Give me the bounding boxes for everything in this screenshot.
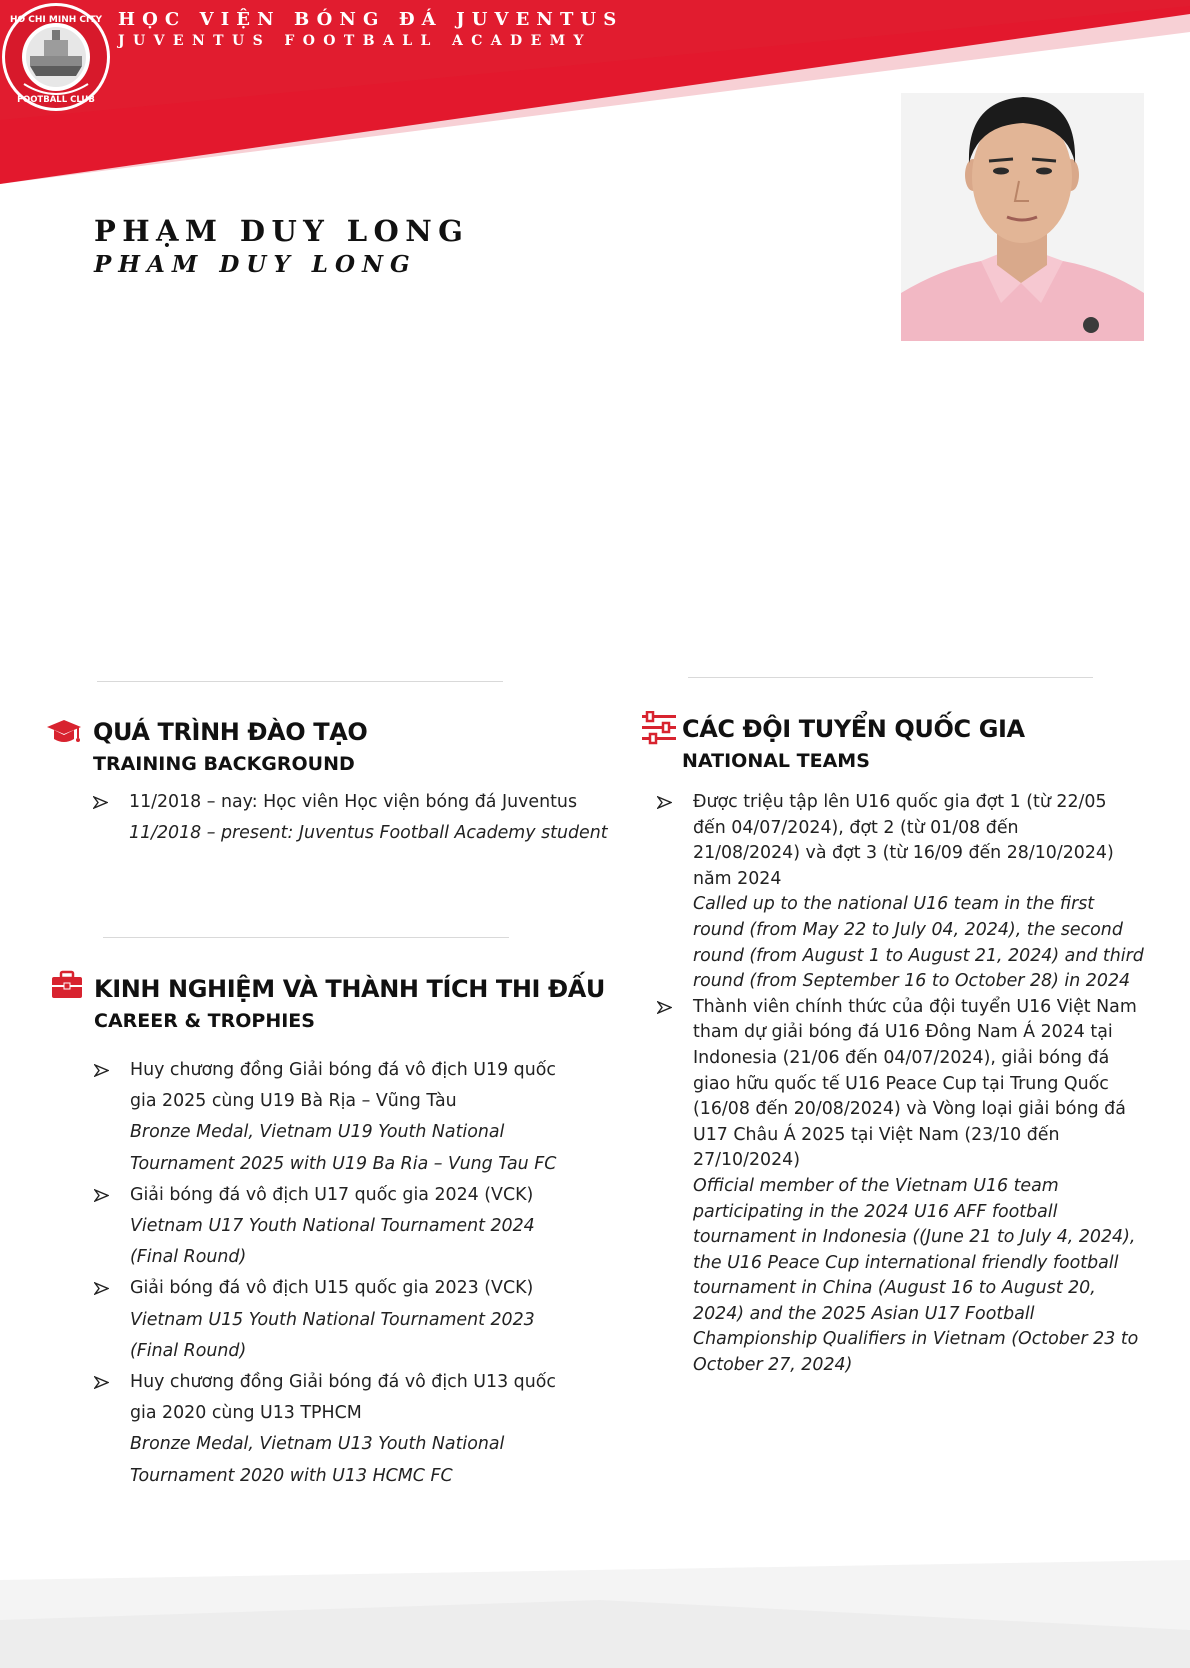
- list-item: [94, 1273, 614, 1367]
- item-text-vi: gia 2020 cùng U13 TPHCM: [130, 1403, 362, 1424]
- item-text-vi: tham dự giải bóng đá U16 Đông Nam Á 2024 tại: [693, 1022, 1113, 1043]
- training-list: [93, 787, 613, 849]
- graduation-cap-icon: [46, 717, 82, 747]
- list-item: [94, 1180, 614, 1274]
- list-item: [94, 1055, 614, 1180]
- item-text-vi: 27/10/2024): [693, 1150, 801, 1171]
- arrow-bullet-icon: [93, 796, 108, 809]
- training-subtitle: TRAINING BACKGROUND: [93, 753, 355, 775]
- item-text-vi: năm 2024: [693, 868, 782, 889]
- national-subtitle: NATIONAL TEAMS: [682, 750, 870, 772]
- item-text-vi: 11/2018 – nay: Học viên Học viện bóng đá Juventus: [129, 792, 578, 812]
- arrow-bullet-icon: [94, 1282, 109, 1295]
- item-text-vi: Được triệu tập lên U16 quốc gia đợt 1 (từ 22/05: [693, 792, 1107, 812]
- career-title: KINH NGHIỆM VÀ THÀNH TÍCH THI ĐẤU: [94, 975, 605, 1003]
- item-text-vi: đến 04/07/2024), đợt 2 (từ 01/08 đến: [693, 817, 1019, 838]
- item-text-vi: U17 Châu Á 2025 tại Việt Nam (23/10 đến: [693, 1124, 1060, 1145]
- list-item: [93, 787, 613, 849]
- national-title: CÁC ĐỘI TUYỂN QUỐC GIA: [682, 715, 1025, 743]
- item-text-vi: gia 2025 cùng U19 Bà Rịa – Vũng Tàu: [130, 1091, 457, 1112]
- item-text-en: Vietnam U17 Youth National Tournament 2024: [130, 1216, 535, 1237]
- item-text-en: Championship Qualifiers in Vietnam (October 23 to: [693, 1329, 1139, 1350]
- svg-text:HO CHI MINH CITY: HO CHI MINH CITY: [9, 15, 103, 25]
- arrow-bullet-icon: [657, 796, 672, 809]
- player-name-vi: PHẠM DUY LONG: [94, 214, 470, 248]
- item-text-vi: Huy chương đồng Giải bóng đá vô địch U13 quốc: [130, 1372, 556, 1393]
- item-text-en: tournament in China (August 16 to August 20,: [693, 1278, 1096, 1299]
- item-text-en: Called up to the national U16 team in the first: [693, 894, 1095, 915]
- svg-text:FOOTBALL CLUB: FOOTBALL CLUB: [17, 95, 95, 105]
- divider-national: [688, 677, 1093, 678]
- arrow-bullet-icon: [94, 1189, 109, 1202]
- item-text-vi: giao hữu quốc tế U16 Peace Cup tại Trung Quốc: [693, 1073, 1109, 1094]
- list-item: [657, 995, 1177, 1379]
- footer-band: [0, 1560, 1190, 1668]
- training-title: QUÁ TRÌNH ĐÀO TẠO: [93, 718, 368, 746]
- sliders-icon: [641, 711, 677, 745]
- list-item: [657, 790, 1177, 995]
- item-text-en: Tournament 2025 with U19 Ba Ria – Vung Tau FC: [130, 1153, 557, 1174]
- player-photo: [901, 93, 1144, 341]
- item-text-vi: Giải bóng đá vô địch U17 quốc gia 2024 (VCK): [130, 1184, 534, 1205]
- item-text-en: Bronze Medal, Vietnam U13 Youth National: [130, 1434, 505, 1455]
- item-text-en: (Final Round): [130, 1340, 247, 1361]
- item-text-en: Bronze Medal, Vietnam U19 Youth National: [130, 1122, 505, 1143]
- item-text-en: Official member of the Vietnam U16 team: [693, 1175, 1059, 1196]
- item-text-en: (Final Round): [130, 1247, 247, 1268]
- career-list: [94, 1055, 614, 1492]
- item-text-vi: Thành viên chính thức của đội tuyển U16 Việt Nam: [693, 996, 1137, 1017]
- item-text-en: 2024) and the 2025 Asian U17 Football: [693, 1303, 1035, 1324]
- item-text-en: the U16 Peace Cup international friendly football: [693, 1252, 1119, 1273]
- divider-career: [103, 937, 509, 938]
- national-list: [657, 790, 1177, 1379]
- item-text-vi: Giải bóng đá vô địch U15 quốc gia 2023 (VCK): [130, 1278, 534, 1299]
- item-text-en: Tournament 2020 with U13 HCMC FC: [130, 1465, 453, 1486]
- academy-name-en: JUVENTUS FOOTBALL ACADEMY: [118, 33, 592, 49]
- item-text-en: October 27, 2024): [693, 1355, 853, 1376]
- career-subtitle: CAREER & TROPHIES: [94, 1010, 315, 1032]
- item-text-vi: (16/08 đến 20/08/2024) và Vòng loại giải bóng đá: [693, 1099, 1126, 1120]
- arrow-bullet-icon: [657, 1001, 672, 1014]
- item-text-vi: Huy chương đồng Giải bóng đá vô địch U19 quốc: [130, 1060, 556, 1080]
- item-text-en: tournament in Indonesia ((June 21 to July 4, 2024),: [693, 1227, 1136, 1248]
- item-text-en: 11/2018 – present: Juventus Football Academy student: [129, 823, 608, 844]
- item-text-en: round (from September 16 to October 28) in 2024: [693, 971, 1131, 992]
- academy-name-vi: HỌC VIỆN BÓNG ĐÁ JUVENTUS: [118, 9, 624, 30]
- item-text-en: Vietnam U15 Youth National Tournament 2023: [130, 1309, 535, 1330]
- divider-training: [97, 681, 503, 682]
- arrow-bullet-icon: [94, 1376, 109, 1389]
- item-text-vi: Indonesia (21/06 đến 04/07/2024), giải bóng đá: [693, 1047, 1110, 1068]
- item-text-en: participating in the 2024 U16 AFF football: [693, 1201, 1058, 1222]
- item-text-vi: 21/08/2024) và đợt 3 (từ 16/09 đến 28/10/2024): [693, 843, 1114, 864]
- item-text-en: round (from May 22 to July 04, 2024), the second: [693, 919, 1123, 940]
- player-name-en: PHAM DUY LONG: [94, 251, 417, 278]
- item-text-en: round (from August 1 to August 21, 2024) and third: [693, 945, 1144, 966]
- list-item: [94, 1367, 614, 1492]
- briefcase-icon: [49, 970, 85, 1000]
- arrow-bullet-icon: [94, 1064, 109, 1077]
- club-logo: [0, 0, 112, 114]
